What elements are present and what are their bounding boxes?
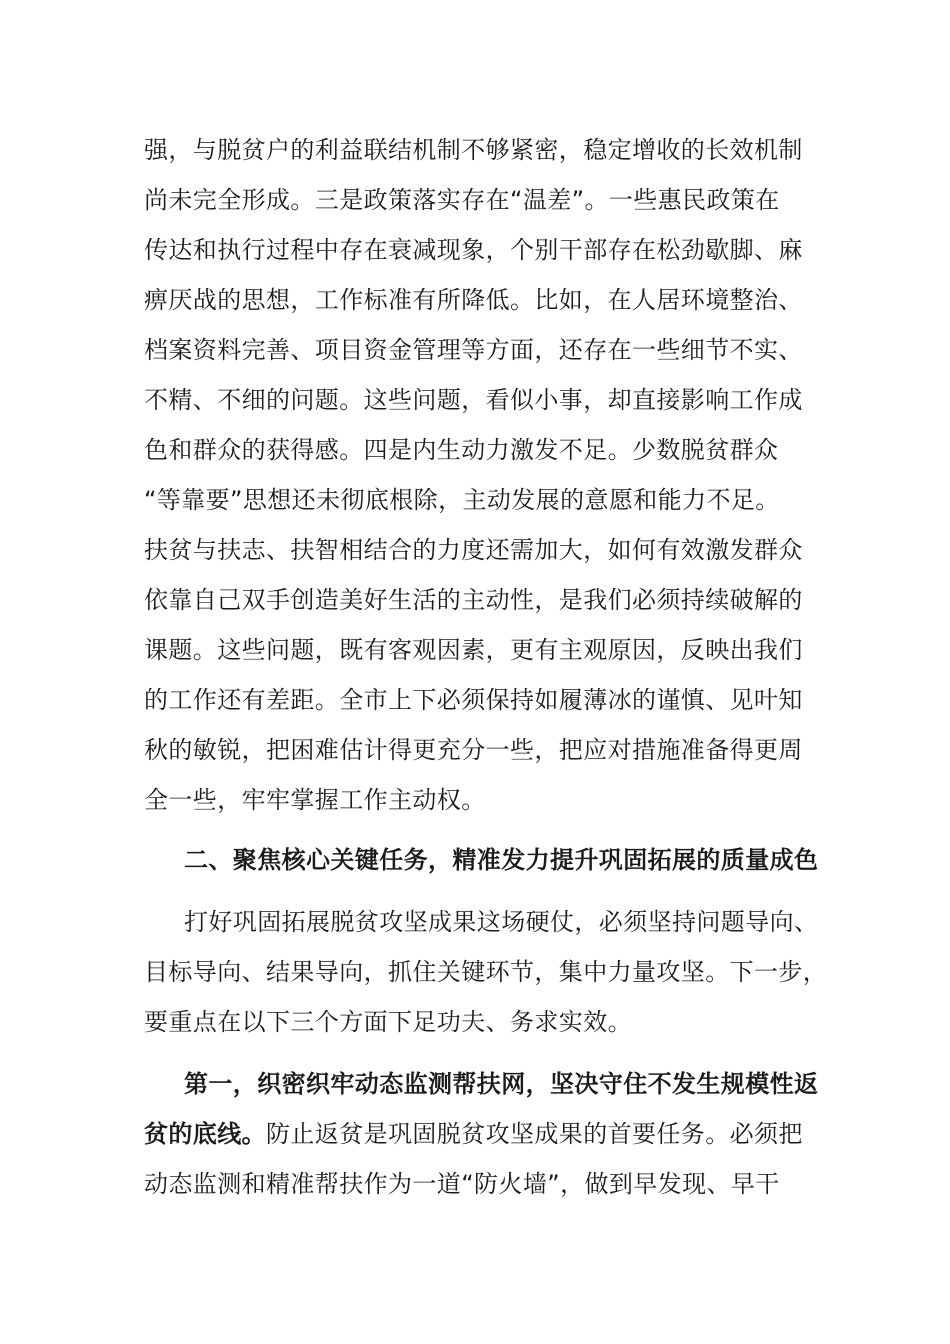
text-line: 目标导向、结果导向，抓住关键环节，集中力量攻坚。下一步，: [144, 958, 828, 986]
text-line: 依靠自己双手创造美好生活的主动性，是我们必须持续破解的: [144, 586, 803, 614]
text-line: 档案资料完善、项目资金管理等方面，还存在一些细节不实、: [144, 336, 803, 364]
text-line: 全一些，牢牢掌握工作主动权。: [144, 786, 486, 814]
text-line: 打好巩固拓展脱贫攻坚成果这场硬仗，必须坚持问题导向、: [184, 908, 819, 936]
text-line: 要重点在以下三个方面下足功夫、务求实效。: [144, 1008, 632, 1036]
text-line: 秋的敏锐，把困难估计得更充分一些，把应对措施准备得更周: [144, 736, 803, 764]
task-one-heading-end: 贫的底线。: [144, 1120, 266, 1148]
text-line: 动态监测和精准帮扶作为一道“防火墙”，做到早发现、早干: [144, 1170, 780, 1198]
text-line: 强，与脱贫户的利益联结机制不够紧密，稳定增收的长效机制: [144, 136, 803, 164]
text-line: 扶贫与扶志、扶智相结合的力度还需加大，如何有效激发群众: [144, 536, 803, 564]
text-line: [144, 1116, 803, 1152]
text-line: 不精、不细的问题。这些问题，看似小事，却直接影响工作成: [144, 386, 803, 414]
task-one-body: 防止返贫是巩固脱贫攻坚成果的首要任务。必须把: [266, 1120, 803, 1148]
text-line: 痹厌战的思想，工作标准有所降低。比如，在人居环境整治、: [144, 286, 803, 314]
text-line: “等靠要”思想还未彻底根除，主动发展的意愿和能力不足。: [144, 486, 780, 514]
text-line: 色和群众的获得感。四是内生动力激发不足。少数脱贫群众: [144, 436, 779, 464]
task-one-heading: 第一，织密织牢动态监测帮扶网，坚决守住不发生规模性返: [184, 1070, 819, 1098]
text-line: 尚未完全形成。三是政策落实存在“温差”。一些惠民政策在: [144, 186, 780, 214]
text-line: 的工作还有差距。全市上下必须保持如履薄冰的谨慎、见叶知: [144, 686, 803, 714]
text-line: 课题。这些问题，既有客观因素，更有主观原因，反映出我们: [144, 636, 803, 664]
section-heading-text: 二、聚焦核心关键任务，精准发力提升巩固拓展的质量成色: [184, 846, 819, 874]
text-line: 传达和执行过程中存在衰减现象，个别干部存在松劲歇脚、麻: [144, 236, 803, 264]
